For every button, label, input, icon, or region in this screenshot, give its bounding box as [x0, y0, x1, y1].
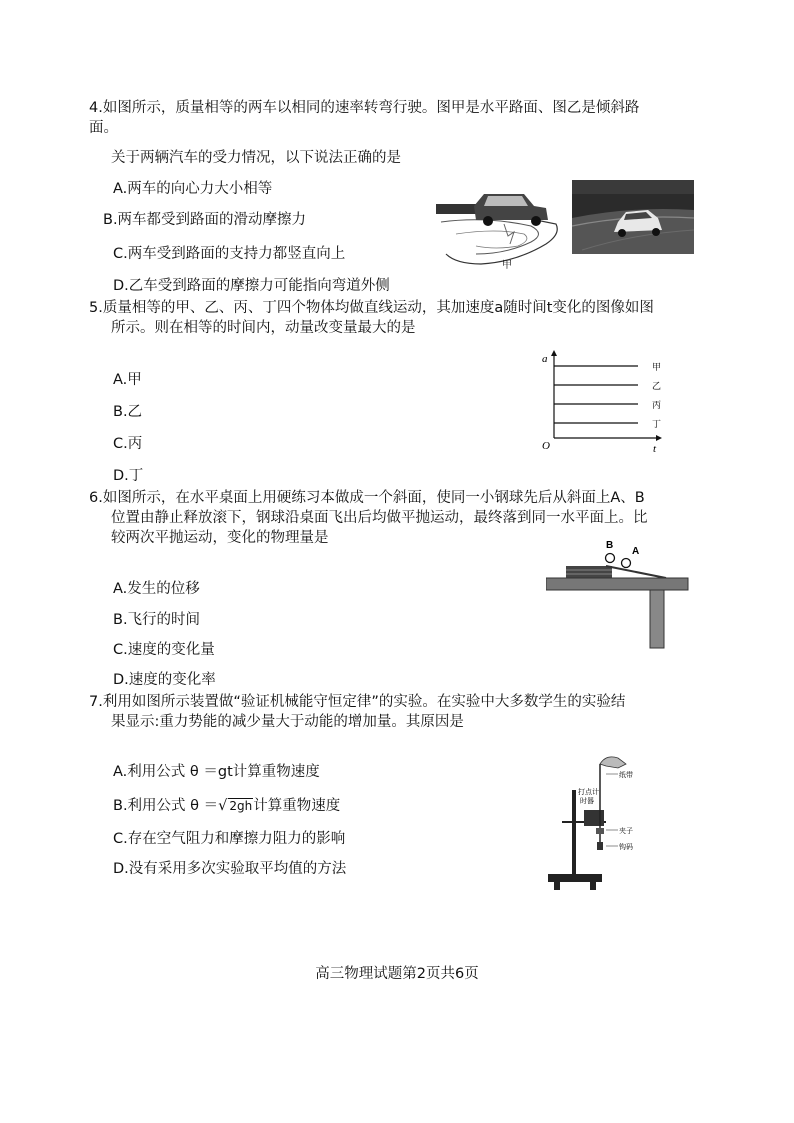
q4-figure-label: 甲	[502, 260, 512, 271]
graph-y-label: a	[542, 353, 548, 365]
ball-b	[606, 554, 615, 563]
q6-option-c: C.速度的变化量	[113, 642, 215, 658]
timer	[584, 810, 604, 826]
q5-stem-line-2: 所示。则在相等的时间内，动量改变量最大的是	[111, 320, 416, 336]
q4-option-d: D.乙车受到路面的摩擦力可能指向弯道外侧	[113, 278, 390, 294]
q7-stem-line-2: 果显示:重力势能的减少量大于动能的增加量。其原因是	[111, 714, 464, 730]
q5-option-a: A.甲	[113, 372, 142, 388]
incline-board	[606, 566, 666, 578]
q6-stem-line-1: 6.如图所示，在水平桌面上用硬练习本做成一个斜面，使同一小钢球先后从斜面上A、B	[89, 490, 645, 506]
q5-option-d: D.丁	[113, 468, 144, 484]
page-footer: 高三物理试题第2页共6页	[315, 966, 479, 982]
graph-series-label: 丙	[652, 401, 662, 411]
q7-option-b-prefix: B.利用公式 θ ＝	[113, 798, 219, 814]
graph-series-label: 丁	[652, 420, 662, 430]
q6-stem-line-3: 较两次平抛运动，变化的物理量是	[111, 530, 329, 546]
sqrt-symbol: √	[218, 798, 228, 814]
graph-series-label: 甲	[652, 363, 662, 373]
label-clip: 夹子	[619, 828, 633, 835]
q4-figure-jia	[436, 184, 566, 276]
graph-origin-label: O	[542, 440, 550, 452]
notebook-stack	[566, 566, 612, 578]
q4-option-c: C.两车受到路面的支持力都竖直向上	[113, 246, 346, 262]
q5-stem-line-1: 5.质量相等的甲、乙、丙、丁四个物体均做直线运动，其加速度a随时间t变化的图像如图	[89, 300, 654, 316]
q7-option-b-radical: 2gh	[229, 799, 253, 813]
q6-option-a: A.发生的位移	[113, 581, 200, 597]
q7-option-d: D.没有采用多次实验取平均值的方法	[113, 861, 347, 877]
label-a: A	[632, 546, 640, 557]
q4-option-a: A.两车的向心力大小相等	[113, 181, 273, 197]
label-weight: 钩码	[619, 844, 633, 851]
q6-table-figure	[546, 536, 696, 652]
q7-option-b-suffix: 计算重物速度	[253, 798, 341, 814]
q7-stem-line-1: 7.利用如图所示装置做“验证机械能守恒定律”的实验。在实验中大多数学生的实验结	[89, 694, 626, 710]
ball-a	[622, 559, 631, 568]
weight	[597, 842, 603, 850]
q7-option-b	[113, 796, 340, 816]
table-top	[546, 578, 688, 590]
label-b: B	[606, 540, 614, 551]
graph-x-label: t	[653, 443, 657, 455]
q7-option-c: C.存在空气阻力和摩擦力阻力的影响	[113, 831, 346, 847]
table-leg	[650, 590, 664, 648]
graph-series-label: 乙	[652, 382, 662, 392]
q5-at-graph	[538, 348, 668, 456]
q4-figure-yi	[572, 180, 694, 254]
q4-option-b: B.两车都受到路面的滑动摩擦力	[103, 212, 307, 228]
label-tape: 纸带	[619, 772, 633, 779]
q7-option-a: A.利用公式 θ ＝gt计算重物速度	[113, 764, 320, 780]
graph-y-arrow	[551, 350, 557, 356]
hand-icon	[600, 757, 626, 768]
q5-option-b: B.乙	[113, 404, 143, 420]
q5-option-c: C.丙	[113, 436, 143, 452]
q6-option-d: D.速度的变化率	[113, 672, 216, 688]
label-timer-2: 时器	[580, 798, 594, 805]
graph-x-arrow	[656, 435, 662, 441]
label-timer-1: 打点计	[578, 789, 599, 796]
q7-apparatus-figure	[544, 750, 664, 892]
q6-stem-line-2: 位置由静止释放滚下，钢球沿桌面飞出后均做平抛运动，最终落到同一水平面上。比	[111, 510, 648, 526]
q4-stem-line-1: 4.如图所示，质量相等的两车以相同的速率转弯行驶。图甲是水平路面、图乙是倾斜路	[89, 100, 640, 116]
q6-option-b: B.飞行的时间	[113, 612, 201, 628]
stand-rod	[572, 790, 576, 876]
q4-stem-line-3: 关于两辆汽车的受力情况，以下说法正确的是	[111, 150, 401, 166]
q4-stem-line-2: 面。	[89, 120, 118, 136]
